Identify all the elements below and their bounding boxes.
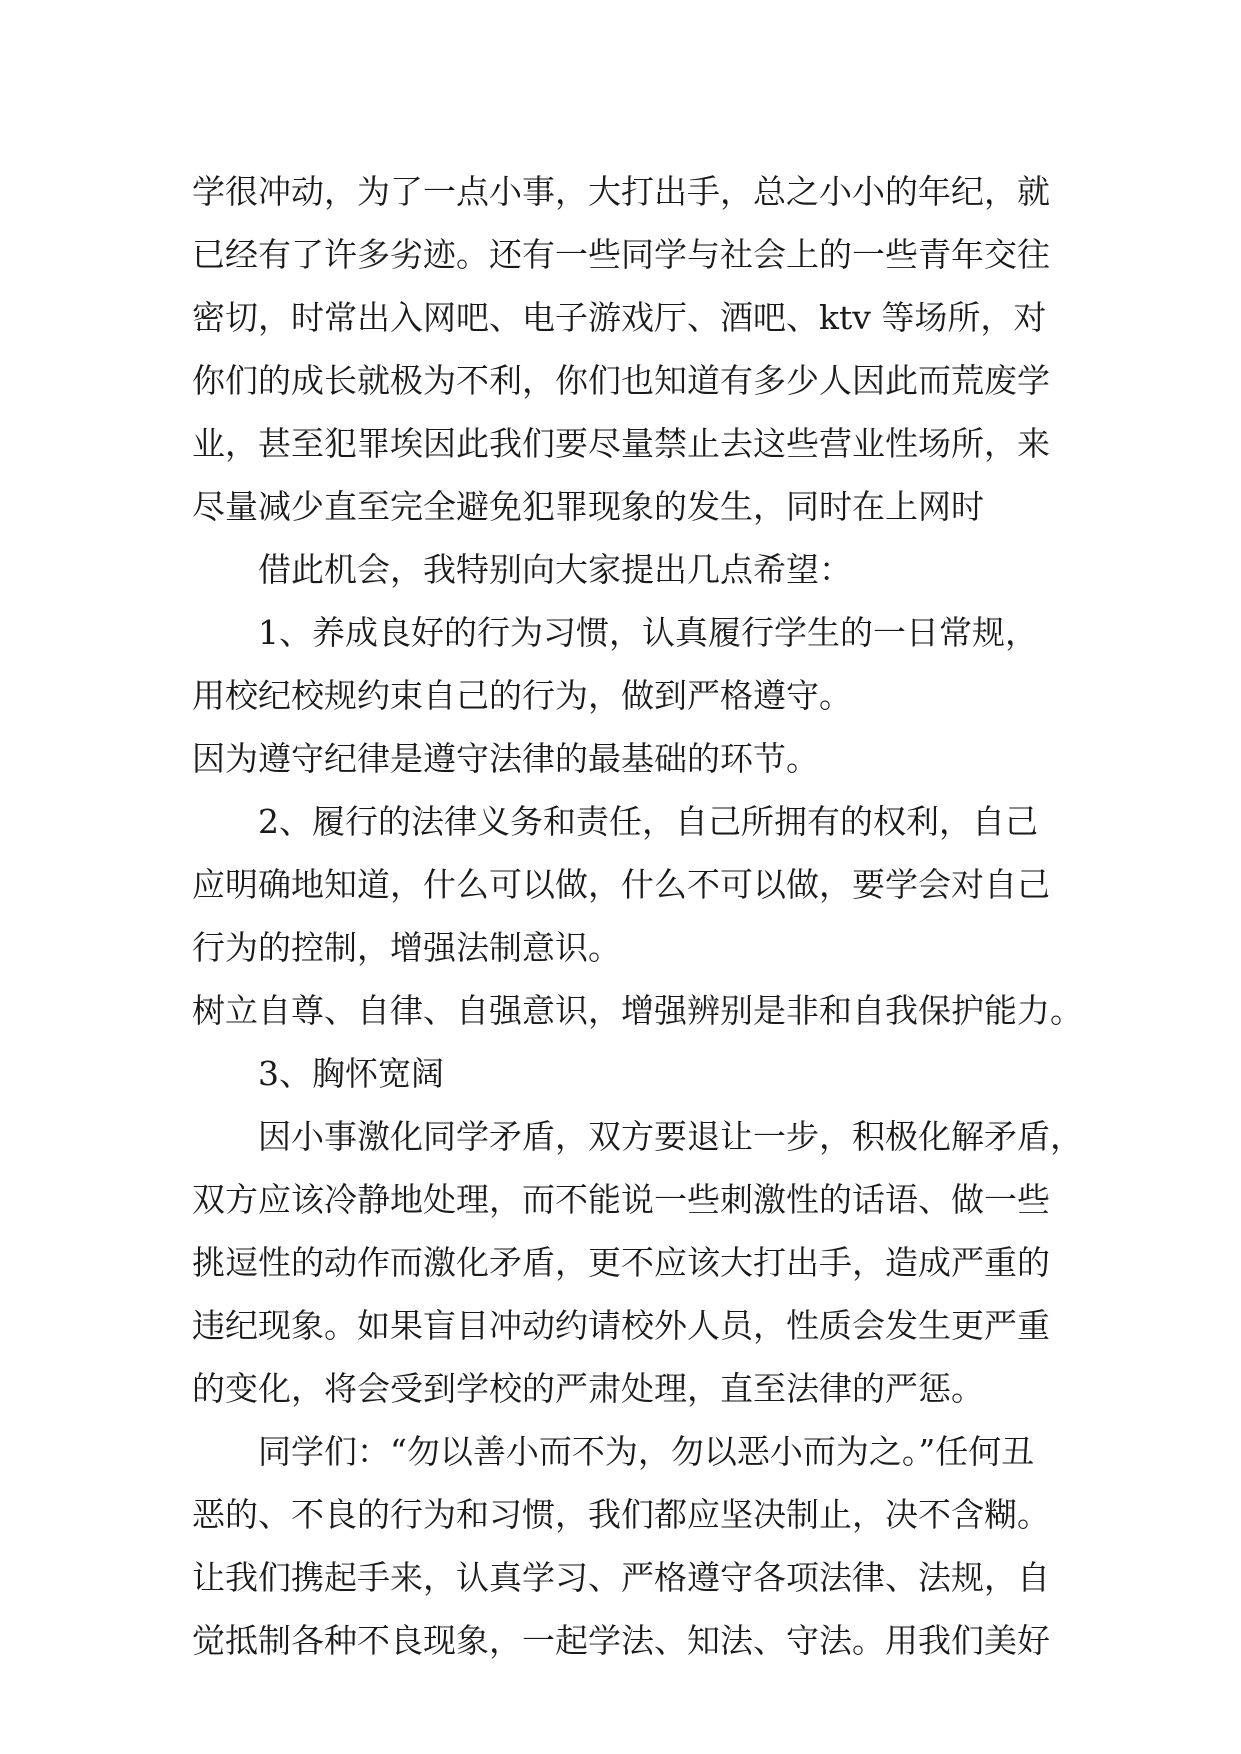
- text-line: 1、养成良好的行为习惯，认真履行学生的一日常规，: [258, 613, 1038, 652]
- text-line: 尽量减少直至完全避免犯罪现象的发生，同时在上网时: [192, 487, 984, 526]
- text-line: 密切，时常出入网吧、电子游戏厅、酒吧、ktv 等场所，对: [192, 298, 1047, 337]
- text-line: 因小事激化同学矛盾，双方要退让一步，积极化解矛盾，: [258, 1117, 1083, 1156]
- text-line: 2、履行的法律义务和责任，自己所拥有的权利，自己: [258, 802, 1038, 841]
- text-line: 应明确地知道，什么可以做，什么不可以做，要学会对自己: [192, 865, 1050, 904]
- text-line: 因为遵守纪律是遵守法律的最基础的环节。: [192, 739, 819, 778]
- text-line: 业，甚至犯罪埃因此我们要尽量禁止去这些营业性场所，来: [192, 424, 1050, 463]
- text-line: 挑逗性的动作而激化矛盾，更不应该大打出手，造成严重的: [192, 1243, 1050, 1282]
- text-line: 已经有了许多劣迹。还有一些同学与社会上的一些青年交往: [192, 235, 1050, 274]
- text-line: 同学们：“勿以善小而不为，勿以恶小而为之。”任何丑: [258, 1432, 1035, 1471]
- text-line: 违纪现象。如果盲目冲动约请校外人员，性质会发生更严重: [192, 1306, 1050, 1345]
- text-line: 双方应该冷静地处理，而不能说一些刺激性的话语、做一些: [192, 1180, 1050, 1219]
- text-line: 恶的、不良的行为和习惯，我们都应坚决制止，决不含糊。: [192, 1495, 1050, 1534]
- document-body: [192, 160, 1083, 1672]
- text-line: 行为的控制，增强法制意识。: [192, 928, 621, 967]
- text-line: 让我们携起手来，认真学习、严格遵守各项法律、法规，自: [192, 1558, 1050, 1597]
- text-line: 3、胸怀宽阔: [258, 1054, 444, 1093]
- text-line: 借此机会，我特别向大家提出几点希望：: [258, 550, 852, 589]
- text-line: 用校纪校规约束自己的行为，做到严格遵守。: [192, 676, 852, 715]
- text-line: 学很冲动，为了一点小事，大打出手，总之小小的年纪，就: [192, 172, 1050, 211]
- text-line: 的变化，将会受到学校的严肃处理，直至法律的严惩。: [192, 1369, 984, 1408]
- text-line: 树立自尊、自律、自强意识，增强辨别是非和自我保护能力。: [192, 991, 1083, 1030]
- text-line: 觉抵制各种不良现象，一起学法、知法、守法。用我们美好: [192, 1621, 1050, 1660]
- text-line: 你们的成长就极为不利，你们也知道有多少人因此而荒废学: [192, 361, 1050, 400]
